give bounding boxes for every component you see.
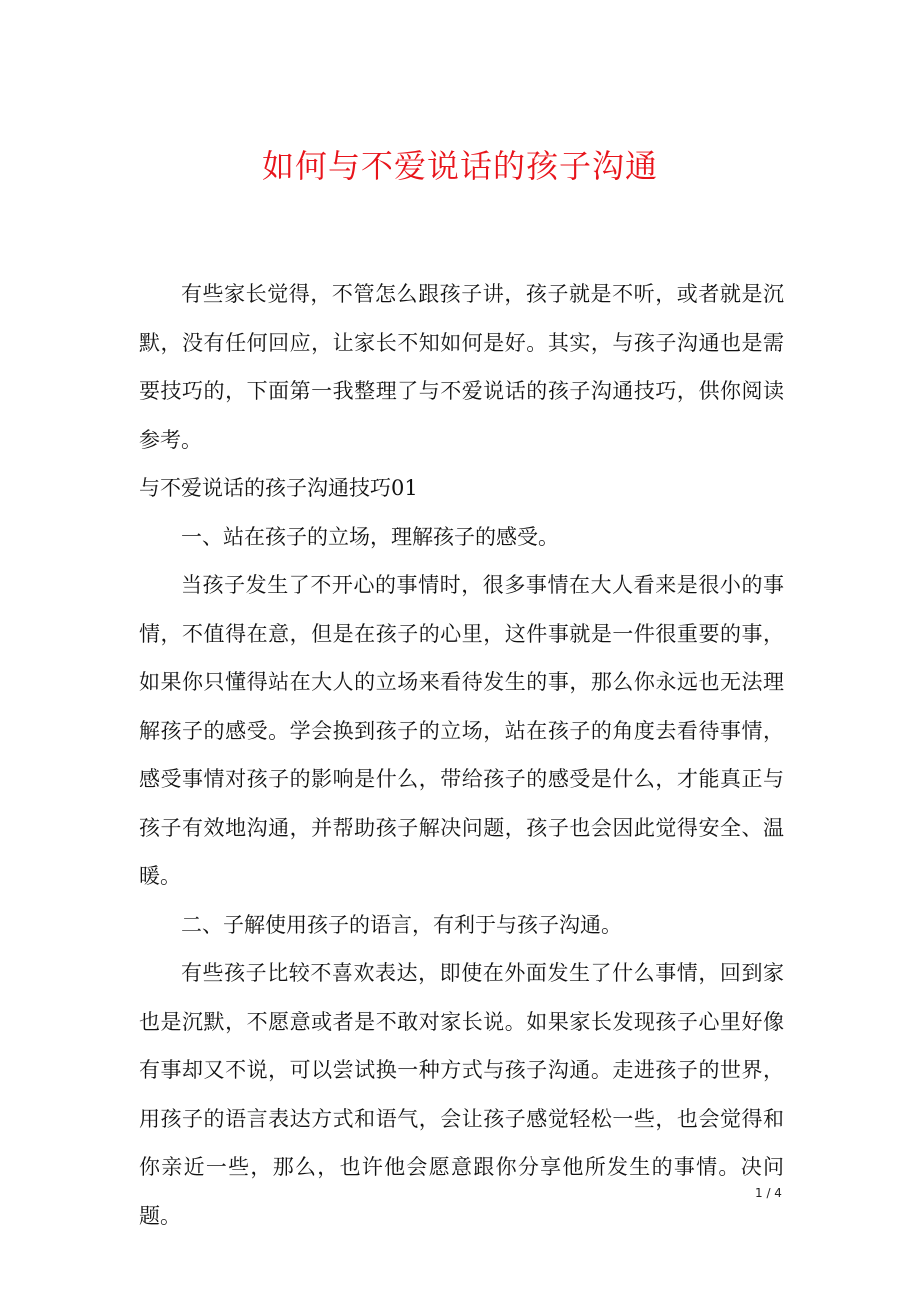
document-title: 如何与不爱说话的孩子沟通 (261, 147, 658, 185)
document-body (139, 270, 784, 1240)
subheading-two: 二、子解使用孩子的语言，有利于与孩子沟通。 (181, 912, 622, 937)
subheading-one: 一、站在孩子的立场，理解孩子的感受。 (181, 524, 559, 549)
page-number: 1 / 4 (755, 1186, 782, 1200)
paragraph-two: 有些孩子比较不喜欢表达，即使在外面发生了什么事情，回到家也是沉默，不愿意或者是不敢对家长说。如果家长发现孩子心里好像有事却又不说，可以尝试换一种方式与孩子沟通。走进孩子的世界，用孩子的语言表达方式和语气，会让孩子感觉轻松一些，也会觉得和你亲近一些，那么，也许他会愿意跟你分享他所发生的事情。决问题。 (139, 961, 784, 1228)
section-heading: 与不爱说话的孩子沟通技巧01 (139, 476, 418, 500)
intro-paragraph: 有些家长觉得，不管怎么跟孩子讲，孩子就是不听，或者就是沉默，没有任何回应，让家长不知如何是好。其实，与孩子沟通也是需要技巧的，下面第一我整理了与不爱说话的孩子沟通技巧，供你阅读参考。 (139, 282, 784, 452)
paragraph-one: 当孩子发生了不开心的事情时，很多事情在大人看来是很小的事情，不值得在意，但是在孩子的心里，这件事就是一件很重要的事，如果你只懂得站在大人的立场来看待发生的事，那么你永远也无法理解孩子的感受。学会换到孩子的立场，站在孩子的角度去看待事情，感受事情对孩子的影响是什么，带给孩子的感受是什么，才能真正与孩子有效地沟通，并帮助孩子解决问题，孩子也会因此觉得安全、温暖。 (139, 573, 784, 888)
